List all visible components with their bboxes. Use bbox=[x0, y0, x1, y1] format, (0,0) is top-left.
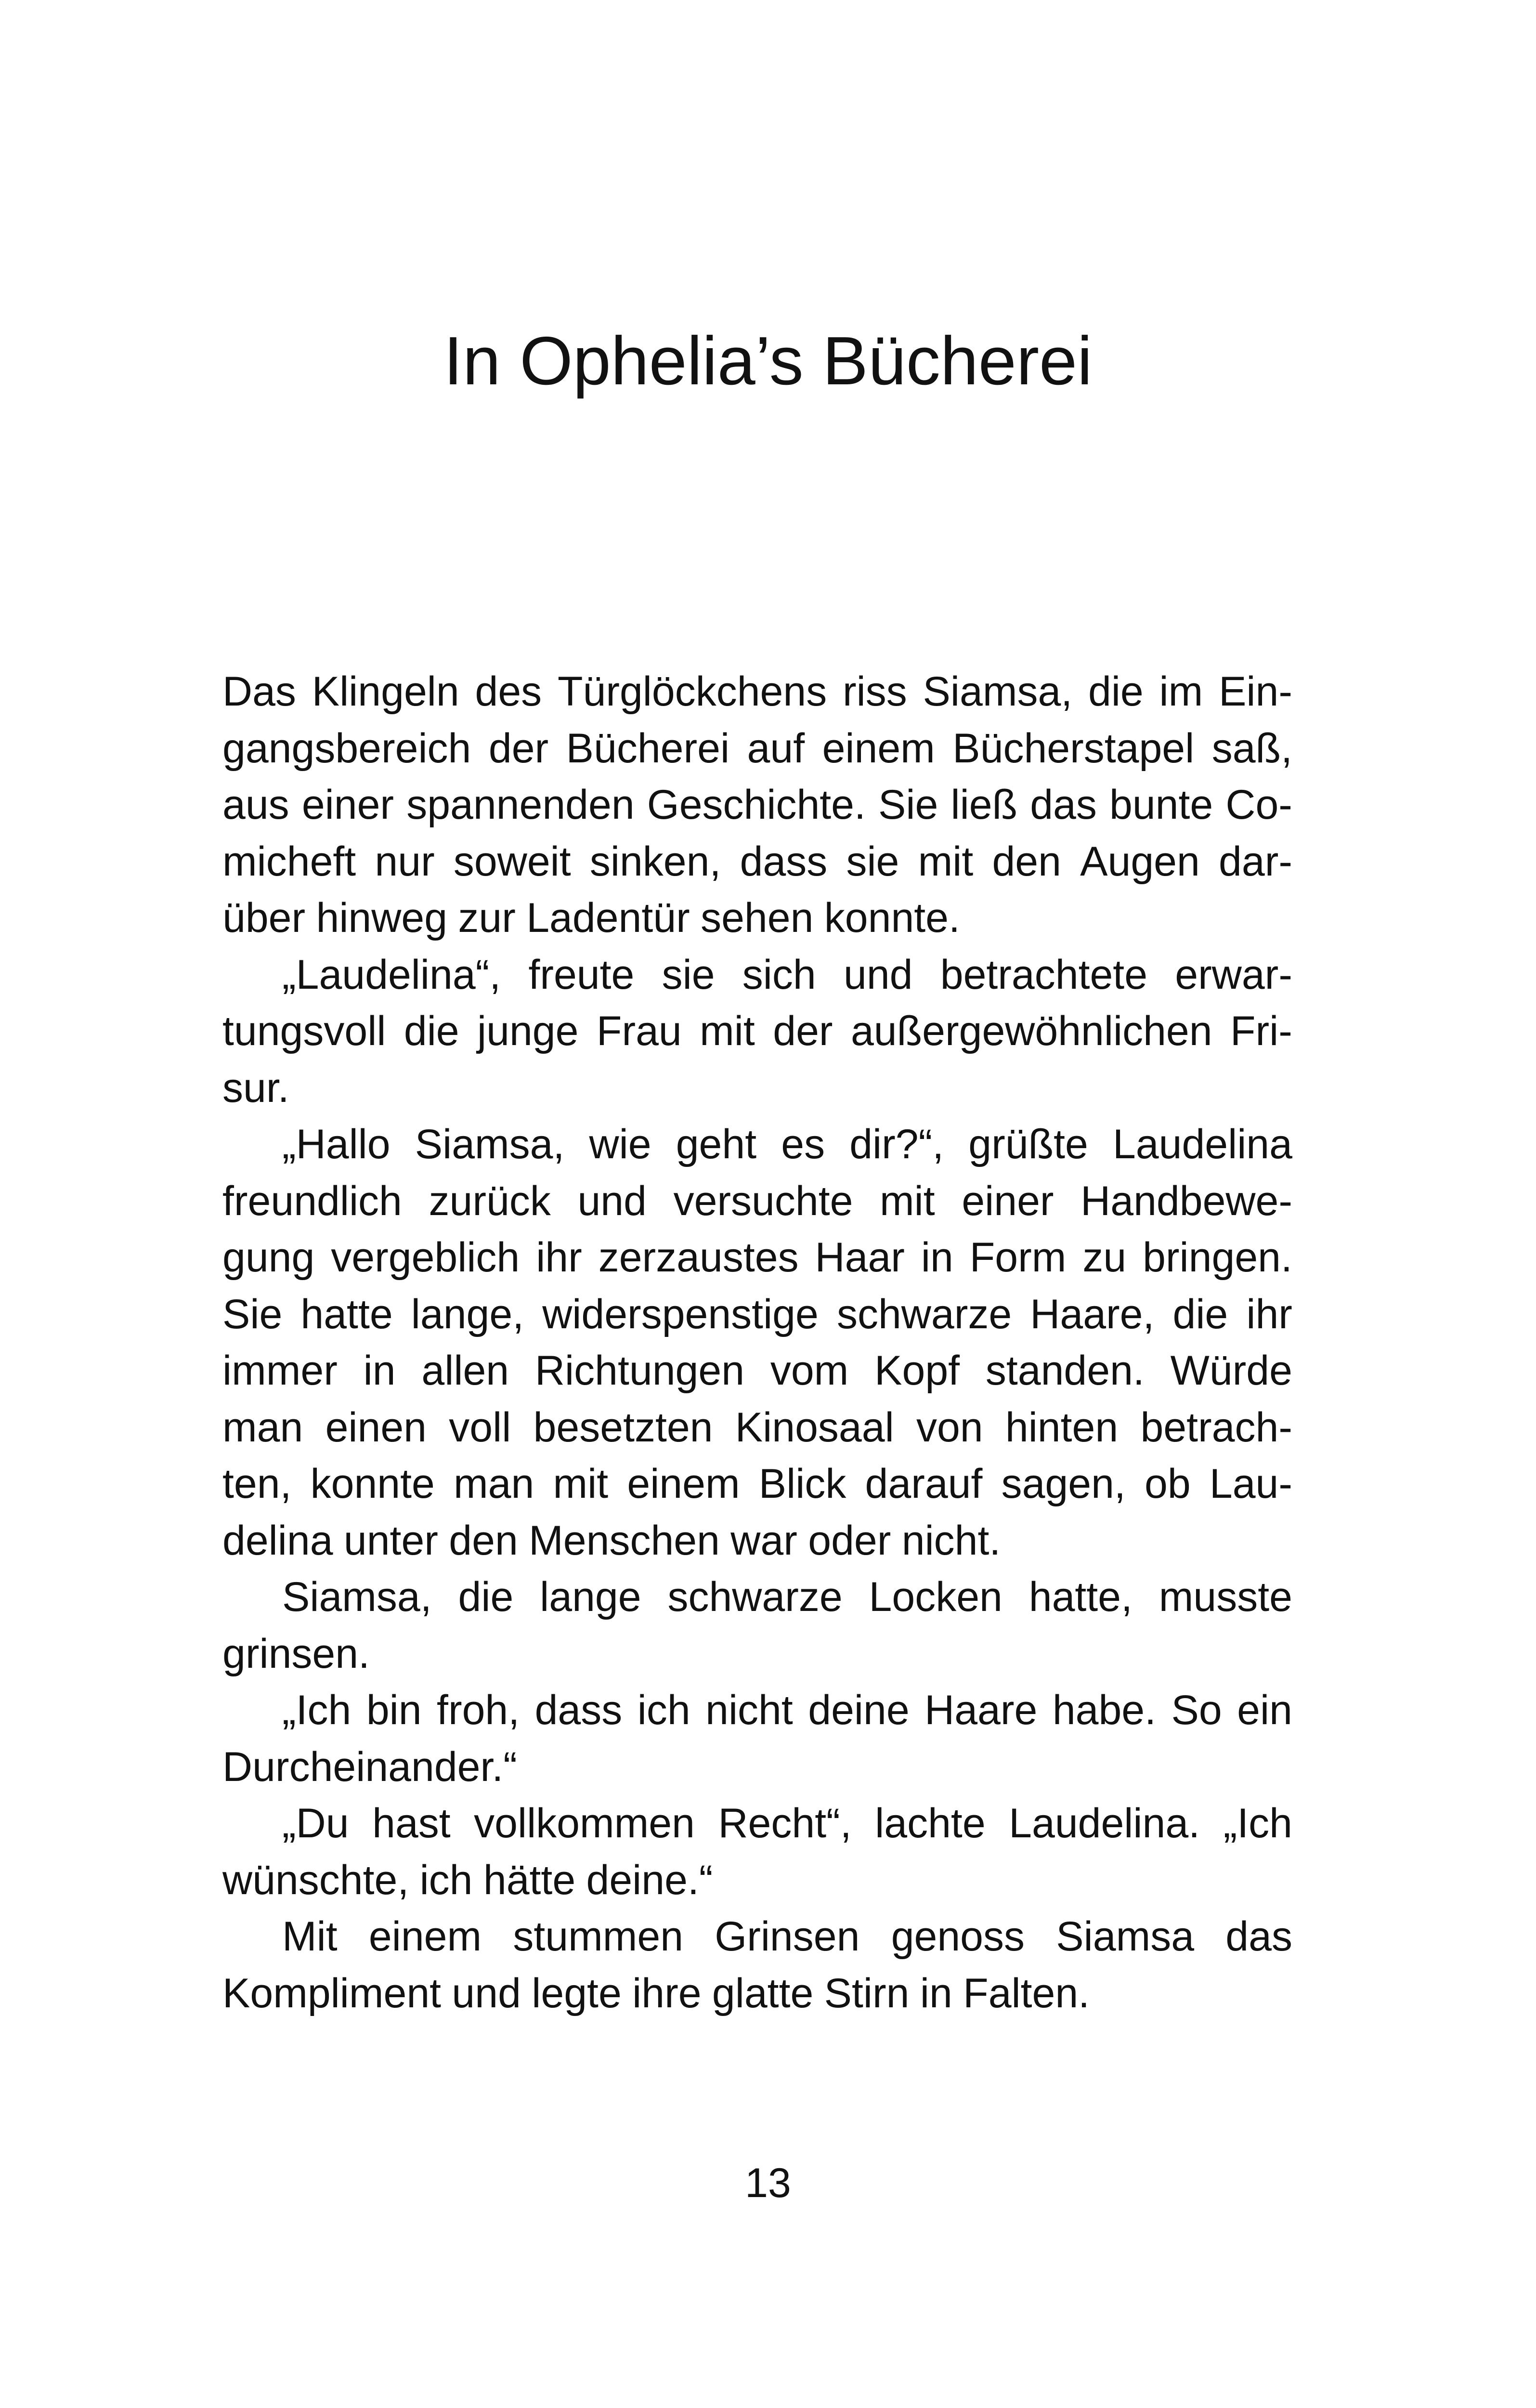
word: die bbox=[1088, 668, 1144, 715]
word: es bbox=[781, 1121, 825, 1167]
word: standen. bbox=[985, 1348, 1145, 1394]
word: das bbox=[1030, 782, 1097, 828]
word: zurück bbox=[429, 1178, 551, 1224]
word: „Du bbox=[282, 1800, 349, 1846]
word: hätte bbox=[483, 1857, 576, 1903]
word: lange bbox=[540, 1574, 641, 1620]
text-line bbox=[222, 1286, 1292, 1343]
word: Sie bbox=[878, 782, 938, 828]
text-line bbox=[222, 1060, 1292, 1117]
text-line bbox=[222, 1739, 1292, 1796]
word: „Hallo bbox=[282, 1121, 391, 1167]
word: man bbox=[454, 1461, 534, 1507]
word: mit bbox=[700, 1008, 755, 1054]
word: Form bbox=[969, 1234, 1067, 1281]
word: der bbox=[488, 725, 549, 772]
word: Stirn bbox=[824, 1970, 910, 2016]
word: Laudelina bbox=[1112, 1121, 1292, 1167]
word: stummen bbox=[513, 1913, 684, 1960]
word: konnte bbox=[310, 1461, 435, 1507]
word: „Laudelina“, bbox=[282, 951, 501, 998]
text-line bbox=[222, 1965, 1292, 2022]
word: deine bbox=[808, 1687, 910, 1733]
word: den bbox=[449, 1517, 518, 1564]
word: hatte, bbox=[1028, 1574, 1132, 1620]
word: einem bbox=[822, 725, 935, 772]
word: die bbox=[1172, 1291, 1228, 1337]
word: im bbox=[1159, 668, 1203, 715]
word: einer bbox=[962, 1178, 1054, 1224]
word: konnte. bbox=[824, 895, 960, 941]
word: Siamsa bbox=[1056, 1913, 1195, 1960]
word: sagen, bbox=[1001, 1461, 1126, 1507]
word: So bbox=[1171, 1687, 1222, 1733]
word: Haare bbox=[924, 1687, 1038, 1733]
word: mit bbox=[918, 838, 974, 885]
text-line bbox=[222, 834, 1292, 890]
word: Klingeln bbox=[312, 668, 459, 715]
word: dir?“, bbox=[849, 1121, 944, 1167]
word: hast bbox=[372, 1800, 451, 1846]
word: vollkommen bbox=[474, 1800, 695, 1846]
text-line bbox=[222, 1456, 1292, 1513]
word: tungsvoll bbox=[222, 1008, 386, 1054]
word: ein bbox=[1237, 1687, 1292, 1733]
word: man bbox=[222, 1404, 303, 1451]
word: Handbewe- bbox=[1080, 1178, 1292, 1224]
word: ließ bbox=[950, 782, 1018, 828]
word: einem bbox=[627, 1461, 740, 1507]
word: spannenden bbox=[406, 782, 635, 828]
word: grüßte bbox=[968, 1121, 1088, 1167]
word: Co- bbox=[1225, 782, 1292, 828]
body-text bbox=[222, 664, 1292, 2022]
word: ich bbox=[419, 1857, 473, 1903]
word: Siamsa, bbox=[923, 668, 1073, 715]
word: Grinsen bbox=[715, 1913, 860, 1960]
word: unter bbox=[343, 1517, 438, 1564]
word: aus bbox=[222, 782, 289, 828]
word: Geschichte. bbox=[647, 782, 866, 828]
word: einem bbox=[368, 1913, 482, 1960]
word: und bbox=[577, 1178, 647, 1224]
text-line bbox=[222, 664, 1292, 720]
word: „Ich bbox=[282, 1687, 351, 1733]
word: Würde bbox=[1170, 1348, 1292, 1394]
word: Kopf bbox=[874, 1348, 960, 1394]
word: nur bbox=[375, 838, 435, 885]
word: sich bbox=[742, 951, 816, 998]
word: dar- bbox=[1219, 838, 1292, 885]
word: geht bbox=[676, 1121, 757, 1167]
word: nicht. bbox=[901, 1517, 1001, 1564]
word: Falten. bbox=[963, 1970, 1090, 2016]
word: glatte bbox=[712, 1970, 814, 2016]
word: in bbox=[920, 1970, 952, 2016]
text-line bbox=[222, 947, 1292, 1004]
word: sehen bbox=[701, 895, 814, 941]
word: „Ich bbox=[1223, 1800, 1292, 1846]
word: Lau- bbox=[1209, 1461, 1292, 1507]
word: mit bbox=[553, 1461, 609, 1507]
word: ten, bbox=[222, 1461, 292, 1507]
word: riss bbox=[843, 668, 907, 715]
word: bin bbox=[366, 1687, 422, 1733]
text-line bbox=[222, 1852, 1292, 1909]
word: dass bbox=[740, 838, 828, 885]
word: zerzaustes bbox=[598, 1234, 799, 1281]
word: über bbox=[222, 895, 306, 941]
word: Menschen bbox=[529, 1517, 720, 1564]
word: lachte bbox=[875, 1800, 986, 1846]
page-number: 13 bbox=[745, 2160, 791, 2206]
word: dass bbox=[534, 1687, 623, 1733]
word: zu bbox=[1082, 1234, 1127, 1281]
word: micheft bbox=[222, 838, 356, 885]
word: außergewöhnlichen bbox=[850, 1008, 1212, 1054]
word: mit bbox=[880, 1178, 935, 1224]
word: ihre bbox=[632, 1970, 702, 2016]
word: froh, bbox=[437, 1687, 520, 1733]
word: habe. bbox=[1052, 1687, 1157, 1733]
word: Bücherei bbox=[566, 725, 730, 772]
text-line bbox=[222, 1909, 1292, 1965]
word: sie bbox=[662, 951, 715, 998]
word: Blick bbox=[758, 1461, 846, 1507]
word: erwar- bbox=[1175, 951, 1292, 998]
word: sur. bbox=[222, 1064, 289, 1111]
word: betrachtete bbox=[940, 951, 1148, 998]
text-line bbox=[222, 1513, 1292, 1570]
text-line bbox=[222, 1795, 1292, 1852]
word: einen bbox=[325, 1404, 427, 1451]
text-line bbox=[222, 1682, 1292, 1739]
text-line bbox=[222, 1626, 1292, 1683]
word: Türglöckchens bbox=[557, 668, 827, 715]
word: ob bbox=[1145, 1461, 1191, 1507]
word: Kompliment bbox=[222, 1970, 442, 2016]
word: Das bbox=[222, 668, 296, 715]
word: die bbox=[458, 1574, 514, 1620]
word: voll bbox=[449, 1404, 511, 1451]
word: gangsbereich bbox=[222, 725, 471, 772]
word: Haare, bbox=[1030, 1291, 1155, 1337]
word: Augen bbox=[1080, 838, 1200, 885]
word: sie bbox=[846, 838, 899, 885]
word: in bbox=[921, 1234, 953, 1281]
word: legte bbox=[532, 1970, 622, 2016]
word: von bbox=[916, 1404, 983, 1451]
word: Kinosaal bbox=[735, 1404, 894, 1451]
word: lange, bbox=[411, 1291, 524, 1337]
word: bringen. bbox=[1143, 1234, 1292, 1281]
word: freute bbox=[528, 951, 635, 998]
word: Frau bbox=[596, 1008, 682, 1054]
word: bunte bbox=[1109, 782, 1213, 828]
word: betrach- bbox=[1140, 1404, 1292, 1451]
word: und bbox=[452, 1970, 521, 2016]
word: auf bbox=[747, 725, 805, 772]
word: Durcheinander.“ bbox=[222, 1743, 517, 1790]
word: hinten bbox=[1005, 1404, 1119, 1451]
word: gung bbox=[222, 1234, 315, 1281]
word: wünschte, bbox=[222, 1857, 409, 1903]
word: Laudelina. bbox=[1009, 1800, 1200, 1846]
text-line bbox=[222, 1569, 1292, 1626]
word: darauf bbox=[865, 1461, 983, 1507]
word: immer bbox=[222, 1348, 338, 1394]
word: und bbox=[843, 951, 913, 998]
text-line bbox=[222, 720, 1292, 777]
word: Locken bbox=[869, 1574, 1002, 1620]
word: ihr bbox=[1246, 1291, 1292, 1337]
word: Ein- bbox=[1219, 668, 1292, 715]
text-line bbox=[222, 1116, 1292, 1173]
word: in bbox=[363, 1348, 396, 1394]
text-line bbox=[222, 1343, 1292, 1400]
word: nicht bbox=[705, 1687, 793, 1733]
word: das bbox=[1225, 1913, 1292, 1960]
word: sinken, bbox=[589, 838, 721, 885]
word: Bücherstapel bbox=[952, 725, 1195, 772]
word: delina bbox=[222, 1517, 333, 1564]
word: die bbox=[404, 1008, 459, 1054]
text-line bbox=[222, 1400, 1292, 1456]
text-line bbox=[222, 777, 1292, 834]
word: ihr bbox=[536, 1234, 582, 1281]
word: wie bbox=[589, 1121, 651, 1167]
word: genoss bbox=[891, 1913, 1025, 1960]
word: Siamsa, bbox=[415, 1121, 565, 1167]
word: vom bbox=[770, 1348, 849, 1394]
word: war bbox=[730, 1517, 797, 1564]
word: zur bbox=[458, 895, 516, 941]
word: allen bbox=[421, 1348, 509, 1394]
word: besetzten bbox=[533, 1404, 713, 1451]
word: widerspenstige bbox=[542, 1291, 819, 1337]
word: den bbox=[992, 838, 1061, 885]
word: vergeblich bbox=[331, 1234, 520, 1281]
word: des bbox=[475, 668, 542, 715]
word: hatte bbox=[300, 1291, 393, 1337]
word: Fri- bbox=[1230, 1008, 1292, 1054]
word: Sie bbox=[222, 1291, 283, 1337]
word: Recht“, bbox=[718, 1800, 852, 1846]
word: freundlich bbox=[222, 1178, 402, 1224]
word: Ladentür bbox=[526, 895, 690, 941]
word: der bbox=[773, 1008, 833, 1054]
word: junge bbox=[477, 1008, 579, 1054]
word: Richtungen bbox=[534, 1348, 745, 1394]
word: hinweg bbox=[316, 895, 448, 941]
word: oder bbox=[808, 1517, 891, 1564]
word: einer bbox=[301, 782, 394, 828]
word: Haar bbox=[815, 1234, 905, 1281]
text-line bbox=[222, 1003, 1292, 1060]
word: Mit bbox=[282, 1913, 338, 1960]
word: schwarze bbox=[667, 1574, 843, 1620]
word: musste bbox=[1159, 1574, 1292, 1620]
word: saß, bbox=[1211, 725, 1292, 772]
word: grinsen. bbox=[222, 1630, 370, 1677]
word: schwarze bbox=[836, 1291, 1012, 1337]
word: ich bbox=[637, 1687, 690, 1733]
word: versuchte bbox=[673, 1178, 853, 1224]
text-line bbox=[222, 1230, 1292, 1286]
word: Siamsa, bbox=[282, 1574, 432, 1620]
word: deine.“ bbox=[586, 1857, 713, 1903]
text-line bbox=[222, 1173, 1292, 1230]
text-line bbox=[222, 890, 1292, 947]
word: soweit bbox=[453, 838, 571, 885]
chapter-title: In Ophelia’s Bücherei bbox=[443, 323, 1093, 399]
